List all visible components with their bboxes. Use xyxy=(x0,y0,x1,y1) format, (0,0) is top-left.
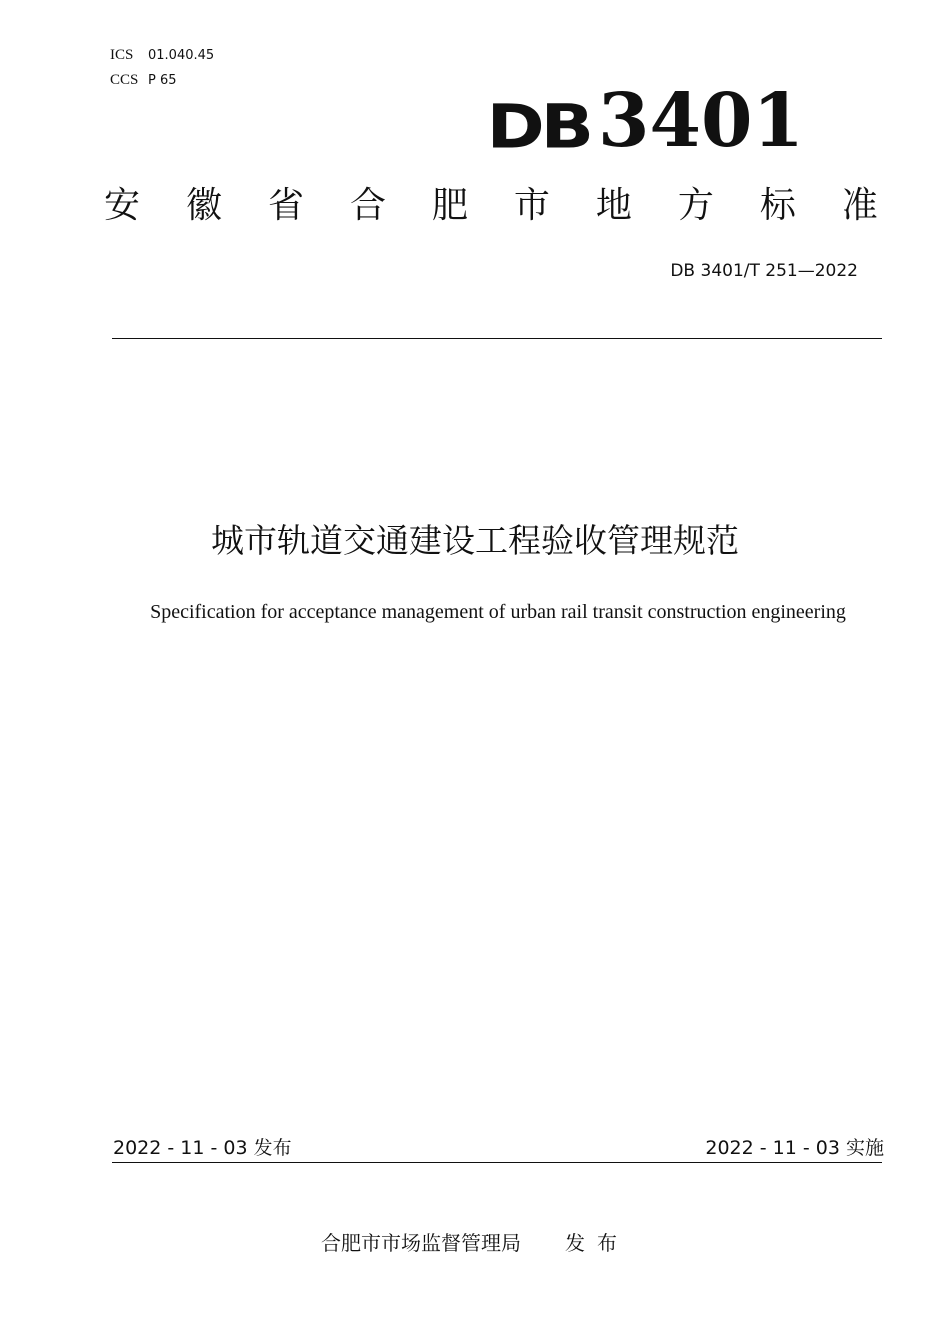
implementation-date: 2022 - 11 - 03 实施 xyxy=(705,1137,884,1159)
standard-category-header xyxy=(104,183,878,229)
header-char: 合 xyxy=(349,185,386,226)
header-char: 肥 xyxy=(431,185,468,226)
ics-label: ICS xyxy=(110,47,134,63)
header-char: 地 xyxy=(595,185,632,226)
standard-number: DB 3401/T 251—2022 xyxy=(670,261,858,281)
header-char: 安 xyxy=(104,185,141,226)
header-char: 方 xyxy=(677,185,714,226)
header-char: 准 xyxy=(841,185,878,226)
header-char: 标 xyxy=(759,185,796,226)
bottom-divider xyxy=(112,1162,882,1163)
ics-code xyxy=(110,46,214,65)
header-char: 省 xyxy=(267,185,304,226)
header-char: 徽 xyxy=(185,185,222,226)
db-prefix: DB xyxy=(486,91,591,163)
title-english: Specification for acceptance management of urban rail transit construction engineering xyxy=(150,601,846,623)
header-char: 市 xyxy=(513,185,550,226)
ccs-code xyxy=(110,71,177,90)
db-code: 3401 xyxy=(598,78,804,164)
issuer-line xyxy=(0,1227,950,1256)
db-mark xyxy=(486,78,804,164)
top-divider xyxy=(112,338,882,339)
ccs-value: P 65 xyxy=(148,73,177,88)
ics-value: 01.040.45 xyxy=(148,48,215,63)
title-chinese: 城市轨道交通建设工程验收管理规范 xyxy=(211,521,739,560)
ccs-label: CCS xyxy=(110,72,139,88)
issue-action: 发布 xyxy=(565,1231,629,1255)
issuing-organization: 合肥市市场监督管理局 xyxy=(321,1231,521,1255)
release-date: 2022 - 11 - 03 发布 xyxy=(113,1137,292,1159)
